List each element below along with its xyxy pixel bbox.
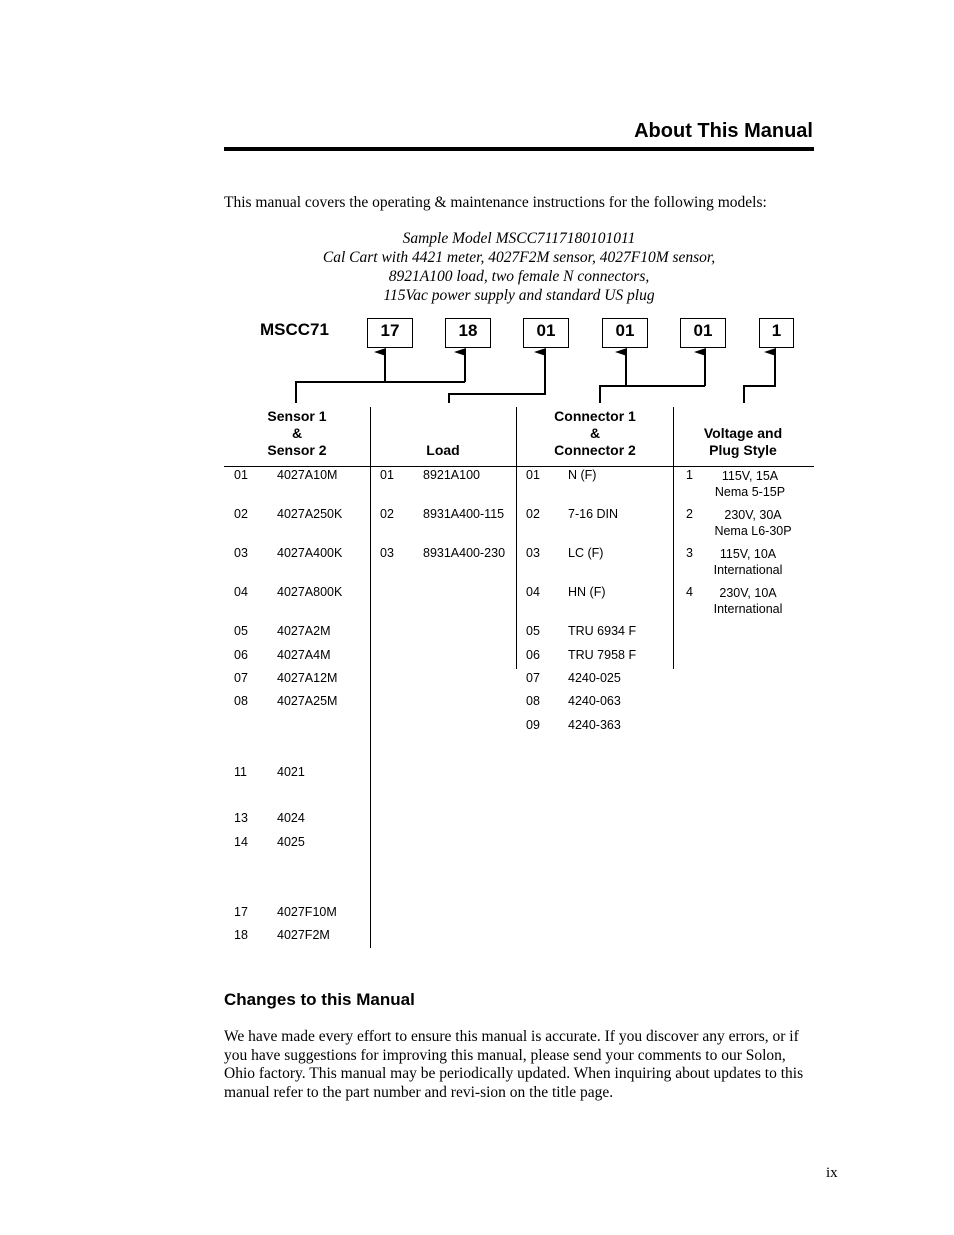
connector-name: 4240-363 bbox=[568, 718, 621, 732]
connector-code: 06 bbox=[526, 648, 540, 662]
voltage-code: 4 bbox=[686, 585, 693, 599]
header-connector-line: & bbox=[589, 425, 601, 441]
header-load: Load bbox=[426, 442, 460, 458]
column-divider bbox=[370, 407, 371, 948]
sensor-code: 17 bbox=[234, 905, 248, 919]
load-name: 8931A400-230 bbox=[423, 546, 506, 560]
connector-name: 4240-025 bbox=[568, 671, 621, 685]
section-heading: Changes to this Manual bbox=[224, 990, 415, 1009]
sensor-name: 4027A800K bbox=[277, 585, 343, 599]
sensor-name: 4021 bbox=[277, 765, 305, 779]
sensor-name: 4027A400K bbox=[277, 546, 343, 560]
page-title: About This Manual bbox=[634, 120, 813, 142]
load-code: 01 bbox=[380, 468, 394, 482]
connector-name: N (F) bbox=[568, 468, 597, 482]
sensor-code: 18 bbox=[234, 928, 248, 942]
model-segment-voltage: 1 bbox=[759, 318, 794, 348]
sensor-code: 01 bbox=[234, 468, 248, 482]
voltage-code: 2 bbox=[686, 507, 693, 521]
connector-code: 07 bbox=[526, 671, 540, 685]
connector-name: 4240-063 bbox=[568, 694, 621, 708]
voltage-option bbox=[700, 468, 800, 500]
header-connector-line: Connector 2 bbox=[554, 442, 636, 458]
voltage-code: 1 bbox=[686, 468, 693, 482]
sensor-code: 05 bbox=[234, 624, 248, 638]
sensor-code: 04 bbox=[234, 585, 248, 599]
sensor-name: 4027A4M bbox=[277, 648, 331, 662]
voltage-rating: 115V, 10A bbox=[719, 547, 777, 561]
sensor-name: 4027A25M bbox=[277, 694, 338, 708]
connector-name: TRU 6934 F bbox=[568, 624, 637, 638]
sample-line: Cal Cart with 4421 meter, 4027F2M sensor, 4027F10M sensor, bbox=[322, 249, 716, 266]
connector-code: 08 bbox=[526, 694, 540, 708]
sensor-name: 4027A2M bbox=[277, 624, 331, 638]
connector-code: 09 bbox=[526, 718, 540, 732]
sensor-code: 02 bbox=[234, 507, 248, 521]
load-code: 03 bbox=[380, 546, 394, 560]
model-segment-connector2: 01 bbox=[680, 318, 726, 348]
header-voltage bbox=[690, 425, 796, 459]
sensor-name: 4024 bbox=[277, 811, 305, 825]
header-sensor-line: Sensor 2 bbox=[267, 442, 327, 458]
voltage-option bbox=[700, 585, 796, 617]
table-header-rule bbox=[224, 466, 814, 467]
sensor-name: 4027F2M bbox=[277, 928, 330, 942]
column-divider bbox=[516, 407, 517, 669]
voltage-code: 3 bbox=[686, 546, 693, 560]
segment-connector-arrows bbox=[0, 0, 954, 420]
connector-name: HN (F) bbox=[568, 585, 606, 599]
load-code: 02 bbox=[380, 507, 394, 521]
header-connector bbox=[540, 408, 650, 459]
load-name: 8921A100 bbox=[423, 468, 481, 482]
sensor-code: 06 bbox=[234, 648, 248, 662]
sensor-code: 13 bbox=[234, 811, 248, 825]
sensor-name: 4025 bbox=[277, 835, 305, 849]
header-sensor-line: & bbox=[291, 425, 303, 441]
connector-name: TRU 7958 F bbox=[568, 648, 637, 662]
sensor-name: 4027A250K bbox=[277, 507, 343, 521]
connector-code: 01 bbox=[526, 468, 540, 482]
connector-code: 02 bbox=[526, 507, 540, 521]
sensor-name: 4027A10M bbox=[277, 468, 338, 482]
connector-code: 03 bbox=[526, 546, 540, 560]
voltage-option bbox=[700, 546, 796, 578]
sensor-name: 4027F10M bbox=[277, 905, 337, 919]
changes-paragraph: We have made every effort to ensure this manual is accurate. If you discover any errors, or if you have suggestions for improving this manual, please send your comments to our Solon, Ohio factory. This manual may be periodically updated. When inquiring about updates to this manual refer to the part number and revi-sion on the title page. bbox=[224, 1028, 804, 1102]
sensor-code: 11 bbox=[234, 765, 247, 779]
load-bracket-line bbox=[449, 352, 545, 403]
connector-name: 7-16 DIN bbox=[568, 507, 619, 521]
page-number: ix bbox=[826, 1165, 838, 1181]
model-segment-sensor2: 18 bbox=[445, 318, 491, 348]
plug-style: International bbox=[713, 602, 783, 616]
header-connector-line: Connector 1 bbox=[554, 408, 636, 424]
plug-style: Nema 5-15P bbox=[714, 485, 786, 499]
sensor-code: 14 bbox=[234, 835, 248, 849]
sensor-code: 07 bbox=[234, 671, 248, 685]
model-segment-load: 01 bbox=[523, 318, 569, 348]
connector-name: LC (F) bbox=[568, 546, 604, 560]
sensor-code: 03 bbox=[234, 546, 248, 560]
model-segment-sensor1: 17 bbox=[367, 318, 413, 348]
header-sensor bbox=[252, 408, 342, 459]
connector-bracket-line bbox=[600, 386, 705, 403]
sample-line: 8921A100 load, two female N connectors, bbox=[388, 268, 650, 285]
connector-code: 05 bbox=[526, 624, 540, 638]
plug-style: Nema L6-30P bbox=[714, 524, 792, 538]
column-divider bbox=[673, 407, 674, 669]
voltage-bracket-line bbox=[744, 352, 775, 403]
sample-line: Sample Model MSCC7117180101011 bbox=[402, 230, 636, 247]
model-segment-connector1: 01 bbox=[602, 318, 648, 348]
header-sensor-line: Sensor 1 bbox=[267, 408, 327, 424]
sample-line: 115Vac power supply and standard US plug bbox=[383, 287, 655, 304]
model-prefix: MSCC71 bbox=[260, 320, 329, 339]
header-voltage-line: Plug Style bbox=[709, 442, 777, 458]
plug-style: International bbox=[713, 563, 783, 577]
sensor-code: 08 bbox=[234, 694, 248, 708]
header-voltage-line: Voltage and bbox=[703, 425, 783, 441]
load-name: 8931A400-115 bbox=[423, 507, 505, 521]
intro-paragraph: This manual covers the operating & maintenance instructions for the following models: bbox=[224, 194, 767, 211]
voltage-rating: 115V, 15A bbox=[721, 469, 779, 483]
sensor-name: 4027A12M bbox=[277, 671, 338, 685]
voltage-rating: 230V, 10A bbox=[719, 586, 777, 600]
voltage-option bbox=[700, 507, 806, 539]
connector-code: 04 bbox=[526, 585, 540, 599]
sensor-bracket-line bbox=[296, 382, 465, 403]
voltage-rating: 230V, 30A bbox=[724, 508, 782, 522]
